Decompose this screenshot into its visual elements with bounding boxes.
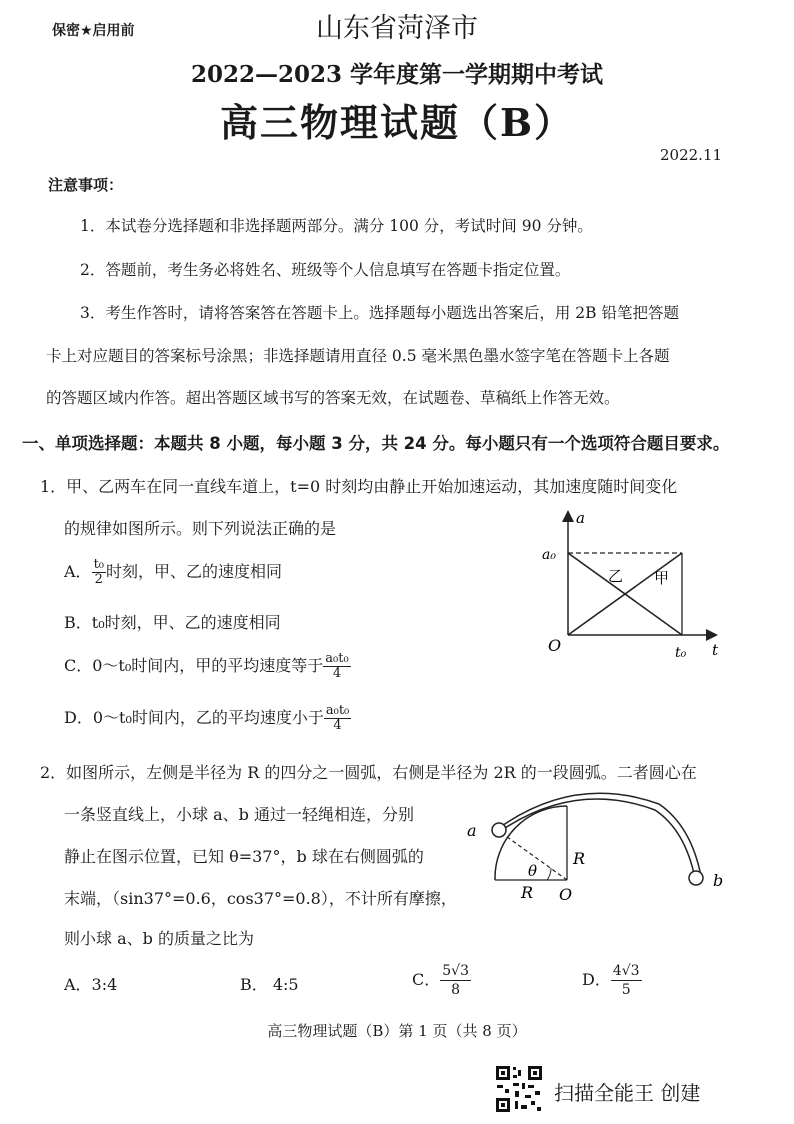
radius-label-horizontal: R bbox=[521, 883, 534, 902]
q1-option-a-text: 时刻，甲、乙的速度相同 bbox=[106, 562, 283, 581]
q1-option-a bbox=[64, 558, 282, 587]
q1-option-d-fraction bbox=[324, 704, 351, 733]
center-label: O bbox=[559, 885, 573, 904]
ball-a bbox=[492, 823, 506, 837]
radius-label-vertical: R bbox=[573, 849, 586, 868]
fraction-denominator: 4 bbox=[332, 666, 342, 681]
theta-arc bbox=[547, 868, 551, 880]
q2-option-d bbox=[582, 962, 642, 999]
fraction-numerator: a₀t₀ bbox=[325, 703, 350, 718]
q2-option-b: B． 4:5 bbox=[240, 975, 299, 994]
q1-option-b: B．t₀时刻，甲、乙的速度相同 bbox=[64, 613, 281, 632]
q2-stem-line2: 一条竖直线上，小球 a、b 通过一轻绳相连，分别 bbox=[64, 805, 414, 824]
paper-title: 高三物理试题（B） bbox=[219, 100, 575, 145]
fraction-denominator: 8 bbox=[451, 982, 461, 998]
q1-stem-line2: 的规律如图所示。则下列说法正确的是 bbox=[64, 519, 337, 538]
q2-option-d-label: D． bbox=[582, 970, 611, 989]
city-title: 山东省菏泽市 bbox=[316, 13, 478, 44]
scanner-watermark: 扫描全能王 创建 bbox=[554, 1081, 701, 1105]
q1-acceleration-graph bbox=[530, 505, 730, 665]
q2-stem-line3: 静止在图示位置，已知 θ=37°，b 球在右侧圆弧的 bbox=[64, 847, 424, 866]
notice-item-3: 3．考生作答时，请将答案答在答题卡上。选择题每小题选出答案后，用 2B 铅笔把答题 bbox=[80, 304, 679, 322]
q2-stem-line5: 则小球 a、b 的质量之比为 bbox=[64, 929, 254, 948]
notice-item-2: 2．答题前，考生务必将姓名、班级等个人信息填写在答题卡指定位置。 bbox=[80, 261, 571, 279]
notice-item-1: 1．本试卷分选择题和非选择题两部分。满分 100 分，考试时间 90 分钟。 bbox=[80, 217, 593, 235]
theta-label: θ bbox=[528, 862, 538, 880]
fraction-numerator: 5√3 bbox=[442, 963, 469, 979]
fraction-denominator: 5 bbox=[621, 982, 631, 998]
q1-option-c-fraction bbox=[323, 652, 350, 681]
page-footer: 高三物理试题（B）第 1 页（共 8 页） bbox=[267, 1022, 527, 1040]
qr-code-icon bbox=[495, 1065, 543, 1113]
notice-item-3-cont2: 的答题区域内作答。超出答题区域书写的答案无效，在试题卷、草稿纸上作答无效。 bbox=[46, 389, 620, 407]
q1-option-c-text: C．0～t₀时间内，甲的平均速度等于 bbox=[64, 656, 324, 675]
q1-option-d bbox=[64, 704, 351, 733]
origin-label: O bbox=[548, 636, 562, 655]
q2-option-a: A．3:4 bbox=[64, 975, 118, 994]
q2-stem-line1: 2．如图所示，左侧是半径为 R 的四分之一圆弧，右侧是半径为 2R 的一段圆弧。二者圆心在 bbox=[40, 763, 697, 782]
ball-b-label: b bbox=[713, 871, 724, 890]
q2-option-c-label: C． bbox=[412, 970, 441, 989]
ball-a-label: a bbox=[467, 821, 477, 840]
q1-option-d-text: D．0～t₀时间内，乙的平均速度小于 bbox=[64, 708, 324, 727]
q2-arc-diagram bbox=[455, 770, 745, 910]
confidential-label: 保密★启用前 bbox=[52, 23, 135, 39]
t-axis-label: t bbox=[712, 641, 719, 659]
fraction-denominator: 4 bbox=[333, 718, 342, 733]
q2-stem-line4: 末端，（sin37°=0.6，cos37°=0.8），不计所有摩擦， bbox=[64, 889, 457, 908]
notice-heading: 注意事项： bbox=[48, 176, 124, 194]
fraction-numerator: a₀t₀ bbox=[325, 651, 349, 666]
q2-option-d-fraction bbox=[611, 962, 642, 999]
t0-label: t₀ bbox=[675, 645, 687, 661]
jia-label: 甲 bbox=[654, 569, 670, 587]
q1-stem-line1: 1．甲、乙两车在同一直线车道上，t=0 时刻均由静止开始加速运动，其加速度随时间变化 bbox=[40, 477, 678, 496]
ball-b bbox=[689, 871, 703, 885]
notice-item-3-cont: 卡上对应题目的答案标号涂黑；非选择题请用直径 0.5 毫米黑色墨水签字笔在答题卡上各题 bbox=[46, 347, 670, 365]
a0-label: a₀ bbox=[542, 547, 556, 563]
section-heading: 一、单项选择题：本题共 8 小题，每小题 3 分，共 24 分。每小题只有一个选项符合题目要求。 bbox=[22, 434, 730, 453]
q2-option-c-fraction bbox=[440, 962, 471, 999]
q2-option-c bbox=[412, 962, 471, 999]
q1-option-a-label: A． bbox=[64, 562, 92, 581]
a-axis-label: a bbox=[576, 509, 585, 527]
fraction-denominator: 2 bbox=[94, 572, 103, 587]
yi-label: 乙 bbox=[608, 567, 624, 585]
fraction-numerator: 4√3 bbox=[612, 963, 640, 979]
exam-title: 2022—2023 学年度第一学期期中考试 bbox=[190, 61, 604, 88]
q1-option-a-fraction bbox=[92, 558, 106, 587]
q1-option-c bbox=[64, 652, 351, 681]
exam-date: 2022.11 bbox=[660, 146, 723, 164]
fraction-numerator: t₀ bbox=[93, 557, 104, 572]
